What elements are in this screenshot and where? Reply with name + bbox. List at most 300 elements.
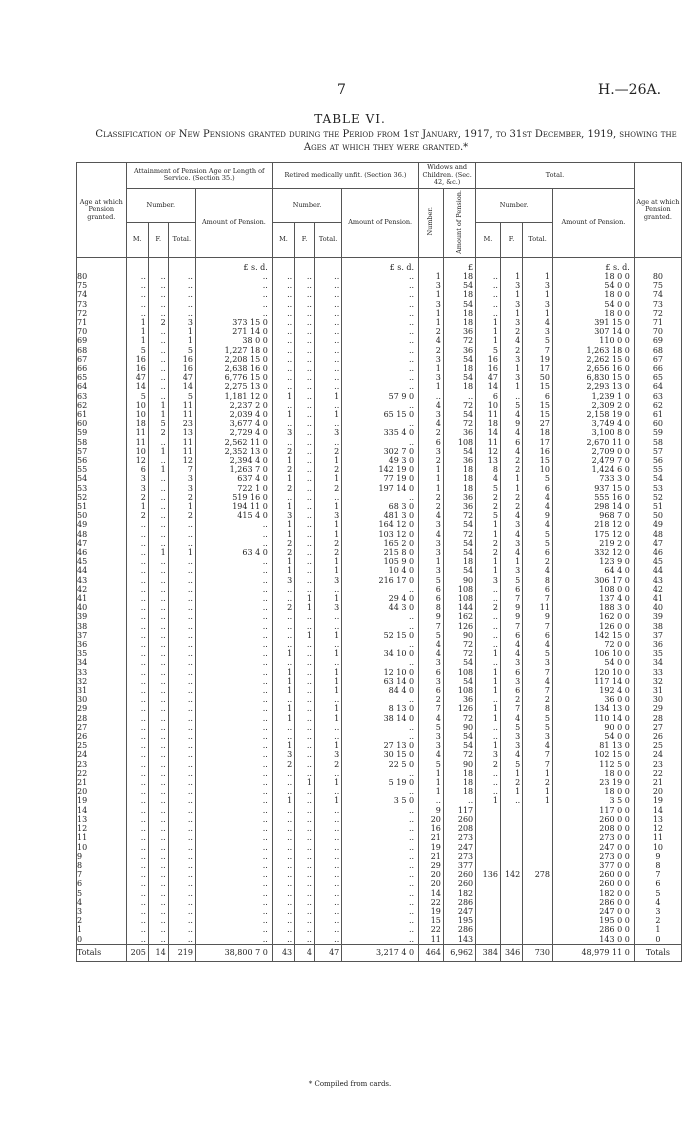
total-number: 12: [476, 447, 501, 456]
attainment-number: 1: [168, 548, 195, 557]
widows-number: 5: [419, 631, 444, 640]
retired-number: ..: [314, 769, 341, 778]
retired-number: 2: [272, 447, 294, 456]
attainment-number: ..: [168, 272, 195, 281]
total-amount: 1,239 1 0: [552, 392, 634, 401]
footnote: * Compiled from cards.: [308, 1080, 392, 1088]
table-row: [77, 447, 682, 456]
attainment-number: ..: [126, 760, 148, 769]
widows-amount: 72: [443, 649, 475, 658]
attainment-number: ..: [126, 806, 148, 815]
widows-number: 5: [419, 760, 444, 769]
units-row: [77, 257, 682, 272]
retired-amount: 49 3 0: [342, 456, 419, 465]
retired-number: ..: [272, 631, 294, 640]
total-number: 278: [523, 870, 553, 879]
total-number: 1: [500, 290, 522, 299]
retired-number: 1: [314, 456, 341, 465]
widows-number: 3: [419, 520, 444, 529]
attainment-number: 2: [168, 493, 195, 502]
age-cell: 74: [77, 290, 127, 299]
age-cell: Totals: [77, 944, 127, 961]
widows-amount: 72: [443, 640, 475, 649]
header-attainment: Attainment of Pension Age or Length of Service. (Section 35.): [126, 163, 272, 189]
attainment-number: 2: [126, 493, 148, 502]
retired-number: ..: [314, 870, 341, 879]
retired-number: ..: [295, 474, 315, 483]
age-cell: 28: [77, 714, 127, 723]
retired-number: 3: [272, 750, 294, 759]
header-f: F.: [500, 223, 522, 258]
attainment-number: 10: [126, 447, 148, 456]
attainment-amount: 2,039 4 0: [195, 410, 272, 419]
table-row: [77, 732, 682, 741]
total-number: 7: [523, 686, 553, 695]
retired-amount: ..: [342, 806, 419, 815]
attainment-amount: 2,275 13 0: [195, 382, 272, 391]
retired-number: ..: [314, 272, 341, 281]
attainment-number: ..: [148, 879, 168, 888]
total-number: [500, 852, 522, 861]
total-number: [476, 916, 501, 925]
age-cell-right: 50: [634, 511, 681, 520]
widows-amount: 54: [443, 732, 475, 741]
attainment-number: ..: [148, 631, 168, 640]
attainment-number: ..: [126, 704, 148, 713]
retired-number: 3: [314, 750, 341, 759]
age-cell-right: 58: [634, 438, 681, 447]
attainment-number: 10: [126, 401, 148, 410]
retired-number: ..: [272, 732, 294, 741]
attainment-number: 14: [126, 382, 148, 391]
age-cell: 55: [77, 465, 127, 474]
total-number: 4: [523, 741, 553, 750]
total-amount: 23 19 0: [552, 778, 634, 787]
table-row: [77, 585, 682, 594]
attainment-number: ..: [126, 907, 148, 916]
total-number: 1: [476, 714, 501, 723]
attainment-number: ..: [148, 824, 168, 833]
attainment-amount: ..: [195, 852, 272, 861]
total-amount: 733 3 0: [552, 474, 634, 483]
widows-amount: 54: [443, 677, 475, 686]
retired-number: ..: [295, 658, 315, 667]
age-cell: 68: [77, 346, 127, 355]
attainment-number: 1: [148, 465, 168, 474]
retired-number: 3: [272, 576, 294, 585]
attainment-number: ..: [168, 677, 195, 686]
total-number: [500, 815, 522, 824]
age-cell: 63: [77, 392, 127, 401]
retired-number: ..: [295, 760, 315, 769]
retired-number: 1: [314, 594, 341, 603]
widows-amount: 54: [443, 658, 475, 667]
retired-number: 2: [314, 465, 341, 474]
total-amount: 195 0 0: [552, 916, 634, 925]
widows-number: 3: [419, 732, 444, 741]
age-cell-right: 75: [634, 281, 681, 290]
attainment-amount: ..: [195, 658, 272, 667]
total-number: 1: [476, 566, 501, 575]
attainment-number: ..: [126, 649, 148, 658]
attainment-number: ..: [168, 309, 195, 318]
age-cell-right: 34: [634, 658, 681, 667]
age-cell: 6: [77, 879, 127, 888]
total-amount: 298 14 0: [552, 502, 634, 511]
attainment-amount: ..: [195, 576, 272, 585]
total-amount: 54 0 0: [552, 300, 634, 309]
retired-number: ..: [314, 346, 341, 355]
total-amount: 208 0 0: [552, 824, 634, 833]
age-cell: 44: [77, 566, 127, 575]
age-cell-right: 6: [634, 879, 681, 888]
age-cell: 0: [77, 935, 127, 945]
total-amount: 162 0 0: [552, 612, 634, 621]
total-number: ..: [476, 631, 501, 640]
widows-amount: 18: [443, 474, 475, 483]
retired-number: ..: [272, 419, 294, 428]
attainment-amount: 415 4 0: [195, 511, 272, 520]
table-row: [77, 640, 682, 649]
total-number: 384: [476, 944, 501, 961]
attainment-number: 1: [168, 502, 195, 511]
attainment-number: ..: [126, 898, 148, 907]
age-cell-right: 24: [634, 750, 681, 759]
total-amount: 54 0 0: [552, 281, 634, 290]
widows-number: 1: [419, 769, 444, 778]
total-number: 3: [500, 520, 522, 529]
attainment-number: ..: [148, 889, 168, 898]
retired-number: 1: [314, 530, 341, 539]
total-number: 3: [500, 539, 522, 548]
total-amount: 110 14 0: [552, 714, 634, 723]
retired-amount: ..: [342, 889, 419, 898]
age-cell: 62: [77, 401, 127, 410]
attainment-number: ..: [148, 327, 168, 336]
age-cell: 48: [77, 530, 127, 539]
attainment-number: ..: [148, 281, 168, 290]
attainment-amount: 2,352 13 0: [195, 447, 272, 456]
total-number: [476, 833, 501, 842]
attainment-number: 1: [148, 548, 168, 557]
retired-number: 2: [272, 465, 294, 474]
retired-number: ..: [295, 382, 315, 391]
widows-number: 2: [419, 695, 444, 704]
total-number: 8: [476, 465, 501, 474]
age-cell-right: 26: [634, 732, 681, 741]
widows-amount: 72: [443, 419, 475, 428]
retired-number: ..: [295, 714, 315, 723]
widows-amount: 126: [443, 622, 475, 631]
total-number: 14: [476, 382, 501, 391]
total-amount: 192 4 0: [552, 686, 634, 695]
widows-amount: 143: [443, 935, 475, 945]
retired-number: ..: [272, 769, 294, 778]
retired-number: ..: [272, 346, 294, 355]
retired-number: 1: [272, 520, 294, 529]
retired-number: 1: [272, 566, 294, 575]
total-number: ..: [476, 622, 501, 631]
retired-number: 1: [314, 392, 341, 401]
total-number: [523, 935, 553, 945]
retired-amount: 57 9 0: [342, 392, 419, 401]
total-number: 4: [500, 530, 522, 539]
attainment-amount: ..: [195, 668, 272, 677]
widows-amount: 36: [443, 493, 475, 502]
attainment-number: 18: [126, 419, 148, 428]
widows-number: 6: [419, 686, 444, 695]
retired-amount: 63 14 0: [342, 677, 419, 686]
retired-amount: 197 14 0: [342, 484, 419, 493]
total-number: [500, 907, 522, 916]
total-number: 8: [523, 576, 553, 585]
total-number: 4: [523, 502, 553, 511]
attainment-number: 3: [168, 318, 195, 327]
retired-number: 1: [314, 677, 341, 686]
attainment-number: 2: [148, 318, 168, 327]
table-row: [77, 511, 682, 520]
widows-amount: 54: [443, 355, 475, 364]
attainment-number: ..: [168, 704, 195, 713]
total-number: 7: [523, 594, 553, 603]
age-cell-right: 33: [634, 668, 681, 677]
total-number: [500, 843, 522, 852]
retired-number: 1: [272, 474, 294, 483]
age-cell: 75: [77, 281, 127, 290]
age-cell-right: 68: [634, 346, 681, 355]
attainment-number: ..: [148, 576, 168, 585]
total-number: ..: [476, 272, 501, 281]
attainment-number: 5: [126, 346, 148, 355]
total-number: ..: [476, 281, 501, 290]
age-cell-right: 72: [634, 309, 681, 318]
table-row: [77, 861, 682, 870]
retired-number: ..: [314, 401, 341, 410]
retired-amount: 3,217 4 0: [342, 944, 419, 961]
attainment-amount: ..: [195, 907, 272, 916]
total-number: ..: [476, 732, 501, 741]
attainment-number: ..: [168, 594, 195, 603]
attainment-number: 219: [168, 944, 195, 961]
table-row: [77, 686, 682, 695]
table-row: [77, 787, 682, 796]
table-row: [77, 925, 682, 934]
total-amount: 18 0 0: [552, 290, 634, 299]
attainment-number: ..: [148, 502, 168, 511]
attainment-number: 5: [168, 346, 195, 355]
attainment-number: ..: [168, 852, 195, 861]
total-number: ..: [476, 594, 501, 603]
total-number: 17: [523, 364, 553, 373]
widows-amount: 208: [443, 824, 475, 833]
retired-number: ..: [295, 769, 315, 778]
age-cell-right: 48: [634, 530, 681, 539]
retired-number: ..: [295, 750, 315, 759]
age-cell: 71: [77, 318, 127, 327]
attainment-number: 1: [148, 447, 168, 456]
retired-number: 1: [314, 668, 341, 677]
retired-number: ..: [295, 392, 315, 401]
attainment-number: ..: [148, 272, 168, 281]
total-number: 9: [500, 419, 522, 428]
retired-number: 2: [314, 760, 341, 769]
total-number: 3: [500, 677, 522, 686]
total-number: 3: [523, 281, 553, 290]
total-number: 6: [523, 631, 553, 640]
widows-amount: 72: [443, 336, 475, 345]
attainment-number: 10: [126, 410, 148, 419]
table-title: TABLE VI.: [314, 112, 386, 126]
age-cell: 60: [77, 419, 127, 428]
retired-amount: ..: [342, 815, 419, 824]
total-number: 3: [500, 732, 522, 741]
widows-amount: 54: [443, 281, 475, 290]
table-row: [77, 695, 682, 704]
attainment-number: ..: [148, 695, 168, 704]
age-cell-right: 30: [634, 695, 681, 704]
total-amount: 286 0 0: [552, 925, 634, 934]
total-amount: 48,979 11 0: [552, 944, 634, 961]
attainment-number: ..: [148, 806, 168, 815]
widows-amount: 108: [443, 585, 475, 594]
total-amount: 260 0 0: [552, 879, 634, 888]
attainment-amount: ..: [195, 843, 272, 852]
total-number: 4: [476, 474, 501, 483]
retired-number: ..: [272, 300, 294, 309]
retired-number: 1: [314, 410, 341, 419]
retired-amount: ..: [342, 622, 419, 631]
attainment-amount: ..: [195, 769, 272, 778]
retired-number: ..: [295, 484, 315, 493]
age-cell-right: 49: [634, 520, 681, 529]
age-cell-right: 57: [634, 447, 681, 456]
attainment-number: 205: [126, 944, 148, 961]
widows-amount: 108: [443, 438, 475, 447]
retired-number: ..: [295, 355, 315, 364]
total-amount: 112 5 0: [552, 760, 634, 769]
age-cell: 21: [77, 778, 127, 787]
retired-number: ..: [295, 290, 315, 299]
total-number: 17: [523, 438, 553, 447]
total-amount: 72 0 0: [552, 640, 634, 649]
total-amount: 2,293 13 0: [552, 382, 634, 391]
widows-number: 464: [419, 944, 444, 961]
total-number: 1: [476, 741, 501, 750]
retired-number: 2: [314, 447, 341, 456]
unit-lsd: £ s. d.: [342, 257, 419, 272]
total-amount: 137 4 0: [552, 594, 634, 603]
widows-number: ..: [419, 392, 444, 401]
total-number: 4: [500, 511, 522, 520]
total-number: ..: [476, 300, 501, 309]
total-number: 11: [523, 603, 553, 612]
retired-number: 2: [314, 548, 341, 557]
attainment-number: ..: [168, 916, 195, 925]
total-number: 9: [500, 612, 522, 621]
attainment-number: ..: [126, 576, 148, 585]
retired-number: ..: [295, 373, 315, 382]
total-amount: 218 12 0: [552, 520, 634, 529]
attainment-number: 7: [168, 465, 195, 474]
age-cell: 4: [77, 898, 127, 907]
widows-number: 3: [419, 548, 444, 557]
retired-number: 1: [314, 502, 341, 511]
age-cell-right: 19: [634, 796, 681, 805]
total-number: [523, 833, 553, 842]
header-tot: Total.: [314, 223, 341, 258]
attainment-number: 23: [168, 419, 195, 428]
header-number: Number.: [126, 188, 195, 223]
widows-number: 19: [419, 907, 444, 916]
retired-number: 1: [295, 603, 315, 612]
attainment-number: ..: [126, 769, 148, 778]
attainment-amount: ..: [195, 612, 272, 621]
age-cell: 51: [77, 502, 127, 511]
table-row: [77, 548, 682, 557]
widows-number: 3: [419, 658, 444, 667]
retired-number: ..: [314, 336, 341, 345]
total-number: 5: [523, 474, 553, 483]
attainment-number: 1: [126, 318, 148, 327]
attainment-number: ..: [126, 935, 148, 945]
attainment-number: 1: [126, 336, 148, 345]
table-row: [77, 603, 682, 612]
header-widows: Widows and Children. (Sec. 42, &c.): [419, 163, 476, 189]
total-number: ..: [476, 640, 501, 649]
total-number: 7: [500, 704, 522, 713]
unit-pound: £: [443, 257, 475, 272]
attainment-number: 1: [148, 401, 168, 410]
retired-number: ..: [272, 879, 294, 888]
table-row: [77, 410, 682, 419]
table-row: [77, 852, 682, 861]
retired-number: ..: [272, 364, 294, 373]
attainment-number: ..: [126, 833, 148, 842]
retired-amount: ..: [342, 787, 419, 796]
age-cell-right: Totals: [634, 944, 681, 961]
attainment-number: ..: [148, 309, 168, 318]
retired-number: ..: [295, 723, 315, 732]
attainment-amount: 373 15 0: [195, 318, 272, 327]
age-cell-right: 41: [634, 594, 681, 603]
total-number: 3: [476, 750, 501, 759]
table-row: [77, 668, 682, 677]
table-row: [77, 530, 682, 539]
attainment-number: ..: [148, 668, 168, 677]
age-cell-right: 39: [634, 612, 681, 621]
retired-number: ..: [295, 935, 315, 945]
total-number: 15: [523, 401, 553, 410]
retired-number: ..: [272, 815, 294, 824]
attainment-number: ..: [168, 603, 195, 612]
age-cell: 72: [77, 309, 127, 318]
widows-number: 4: [419, 511, 444, 520]
retired-number: ..: [295, 889, 315, 898]
total-number: [500, 806, 522, 815]
retired-amount: ..: [342, 925, 419, 934]
attainment-amount: ..: [195, 925, 272, 934]
widows-amount: 117: [443, 806, 475, 815]
attainment-amount: 3,677 4 0: [195, 419, 272, 428]
attainment-number: 47: [168, 373, 195, 382]
total-number: 2: [476, 760, 501, 769]
total-number: [476, 879, 501, 888]
attainment-number: 3: [126, 484, 148, 493]
total-number: 7: [523, 760, 553, 769]
attainment-number: ..: [168, 861, 195, 870]
retired-number: ..: [272, 309, 294, 318]
total-number: 1: [476, 557, 501, 566]
